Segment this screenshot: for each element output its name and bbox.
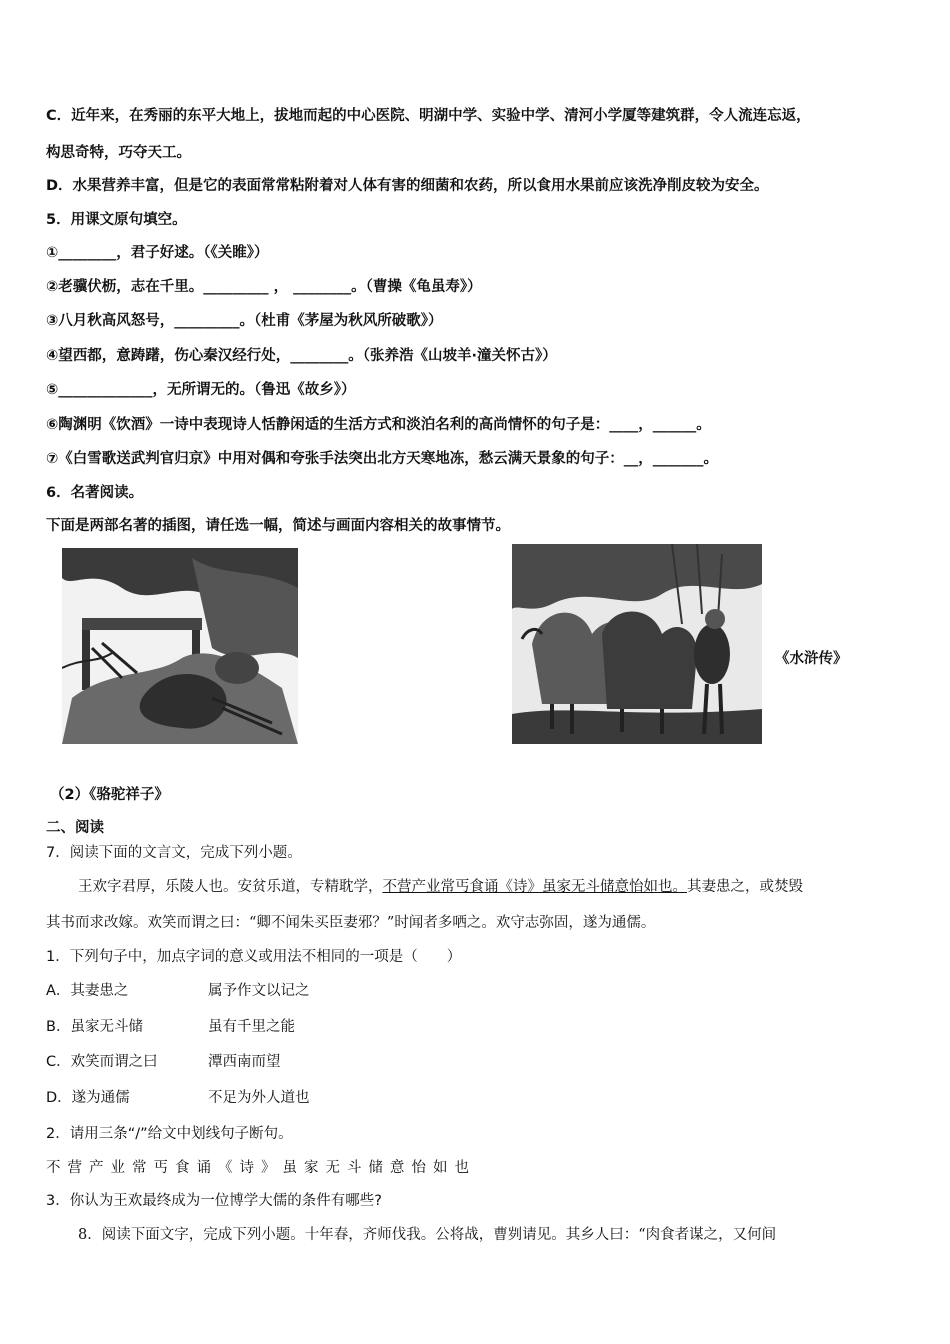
q4-option-d: D．水果营养丰富，但是它的表面常常粘附着对人体有害的细菌和农药，所以食用水果前应该洗净削皮较为安全。 — [46, 178, 769, 194]
q5-item-7: ⑦《白雪歌送武判官归京》中用对偶和夸张手法突出北方天寒地冻，愁云满天景象的句子：__，_______。 — [46, 451, 719, 467]
q7-title: 7．阅读下面的文言文，完成下列小题。 — [46, 845, 302, 861]
q5-item-5: ⑤_____________，无所谓无的。（鲁迅《故乡》） — [46, 382, 356, 398]
illustration-luotuo-xiangzi — [62, 548, 298, 744]
q7-passage-post: 其妻患之，或焚毁 — [687, 879, 803, 895]
q7-option-c: C．欢笑而谓之曰 — [46, 1054, 158, 1070]
q5-title: 5．用课文原句填空。 — [46, 212, 187, 228]
q4-option-c-line2: 构思奇特，巧夺天工。 — [46, 145, 191, 161]
q8-text: 8．阅读下面文字，完成下列小题。十年春，齐师伐我。公将战，曹刿请见。其乡人曰：“肉食者谋之，又何间 — [78, 1227, 777, 1243]
section2-title: 二、阅读 — [46, 820, 104, 836]
q7-sub2: 2．请用三条“/”给文中划线句子断句。 — [46, 1126, 293, 1142]
q7-passage-pre: 王欢字君厚，乐陵人也。安贫乐道，专精耽学， — [78, 879, 383, 895]
illustration-shuihu-zhuan — [512, 544, 762, 744]
q7-passage-line2: 其书而求改嫁。欢笑而谓之曰：“卿不闻朱买臣妻邪？”时闻者多哂之。欢守志弥固，遂为通儒。 — [46, 915, 656, 931]
q6-title: 6．名著阅读。 — [46, 485, 144, 501]
q5-item-6: ⑥陶渊明《饮酒》一诗中表现诗人恬静闲适的生活方式和淡泊名利的高尚情怀的句子是：____，______。 — [46, 417, 711, 433]
q4-option-c-line1: C．近年来，在秀丽的东平大地上，拔地而起的中心医院、明湖中学、实验中学、清河小学厦等建筑群，令人流连忘返， — [46, 108, 811, 124]
q7-sub2-sentence: 不营产业常丐食诵《诗》虽家无斗储意怡如也 — [46, 1160, 476, 1176]
q7-sub3: 3．你认为王欢最终成为一位博学大儒的条件有哪些? — [46, 1193, 382, 1209]
q6-caption-right: 《水浒传》 — [775, 651, 848, 667]
q7-sub1: 1．下列句子中，加点字词的意义或用法不相同的一项是（ ） — [46, 949, 462, 965]
q6-prompt: 下面是两部名著的插图，请任选一幅，简述与画面内容相关的故事情节。 — [46, 518, 510, 534]
q7-option-d: D．遂为通儒 — [46, 1090, 130, 1106]
q7-option-b: B．虽家无斗储 — [46, 1019, 143, 1035]
q5-item-3: ③八月秋高风怒号，_________。（杜甫《茅屋为秋风所破歌》） — [46, 313, 443, 329]
q7-option-d-pair: 不足为外人道也 — [208, 1090, 310, 1106]
q6-caption-left: （2）《骆驼祥子》 — [50, 787, 169, 803]
q5-item-4: ④望西都，意踌躇，伤心秦汉经行处，________。（张养浩《山坡羊·潼关怀古》） — [46, 348, 557, 364]
q5-item-2: ②老骥伏枥，志在千里。_________ ， ________。（曹操《龟虽寿》） — [46, 279, 482, 295]
q7-passage-line1 — [78, 875, 803, 896]
q7-option-b-pair: 虽有千里之能 — [208, 1019, 295, 1035]
q7-option-a-pair: 属予作文以记之 — [208, 983, 310, 999]
q7-passage-underlined: 不营产业常丐食诵《诗》虽家无斗储意怡如也。 — [382, 879, 687, 895]
q7-option-a: A．其妻患之 — [46, 983, 129, 999]
q5-item-1: ①________，君子好逑。（《关睢》） — [46, 245, 269, 261]
q7-option-c-pair: 潭西南而望 — [208, 1054, 281, 1070]
